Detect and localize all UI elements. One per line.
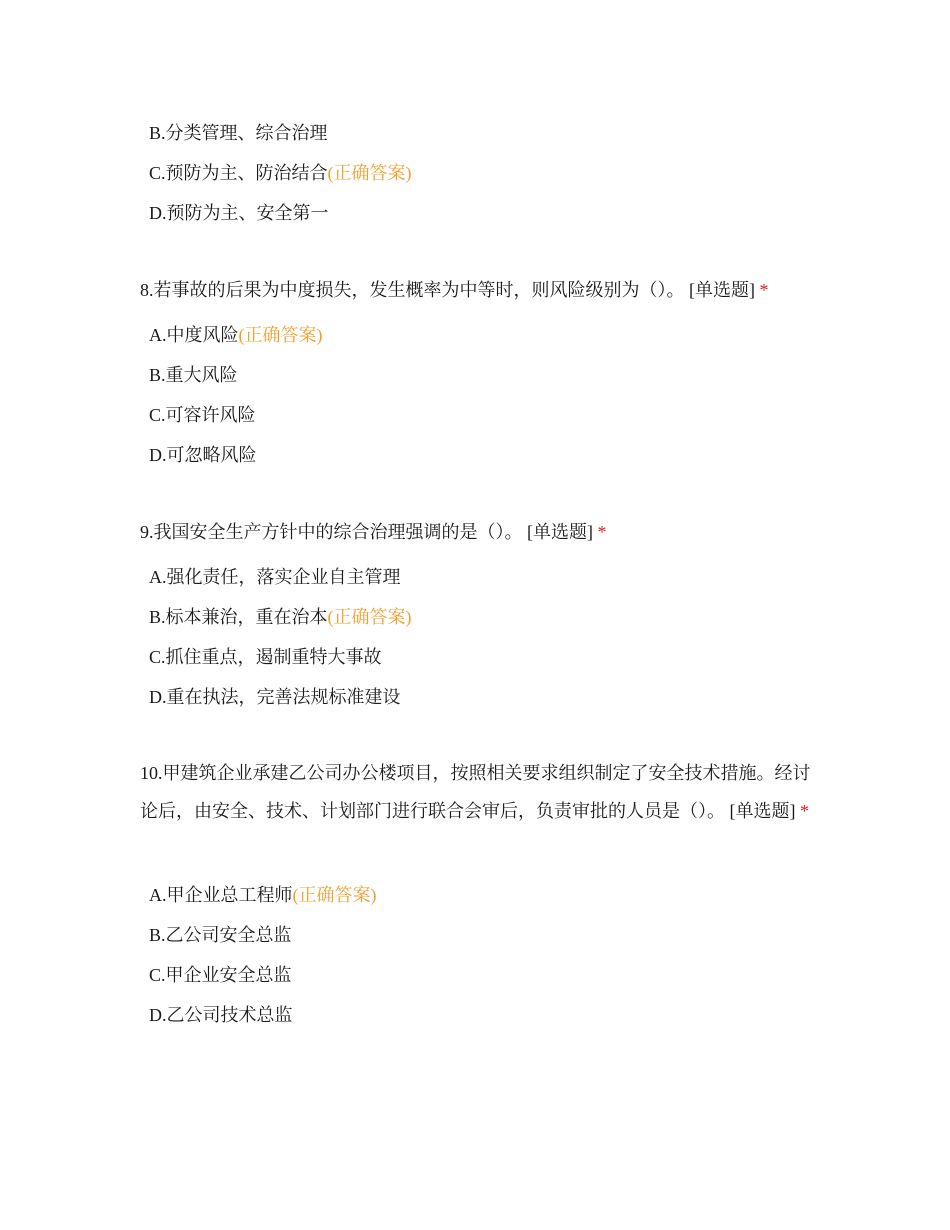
option-text: D.乙公司技术总监 xyxy=(149,1005,293,1025)
option-text: D.可忽略风险 xyxy=(149,445,257,465)
option-text: C.抓住重点，遏制重特大事故 xyxy=(149,647,382,667)
option-q10-a xyxy=(149,883,377,907)
question-type: [单选题] xyxy=(689,280,755,300)
correct-answer-mark: (正确答案) xyxy=(292,885,377,905)
question-8 xyxy=(140,271,820,309)
correct-answer-mark: (正确答案) xyxy=(327,607,412,627)
required-mark: * xyxy=(800,801,809,821)
option-q9-d xyxy=(149,685,401,709)
required-mark: * xyxy=(759,280,769,300)
option-text: B.乙公司安全总监 xyxy=(149,925,292,945)
option-text: C.可容许风险 xyxy=(149,405,256,425)
correct-answer-mark: (正确答案) xyxy=(238,325,323,345)
option-text: D.预防为主、安全第一 xyxy=(149,203,329,223)
question-type: [单选题] xyxy=(729,801,796,821)
option-text: B.标本兼治，重在治本 xyxy=(149,607,328,627)
option-q10-d xyxy=(149,1003,293,1027)
option-text: B.分类管理、综合治理 xyxy=(149,123,328,143)
option-q7-d xyxy=(149,201,329,225)
question-text: 9.我国安全生产方针中的综合治理强调的是（）。 xyxy=(140,522,523,542)
question-type: [单选题] xyxy=(527,522,593,542)
option-text: A.中度风险 xyxy=(149,325,239,345)
option-text: A.甲企业总工程师 xyxy=(149,885,293,905)
option-q9-c xyxy=(149,645,382,669)
option-q8-b xyxy=(149,363,238,387)
option-q8-a xyxy=(149,323,323,347)
option-q9-a xyxy=(149,565,401,589)
question-10 xyxy=(140,754,820,830)
question-text: 10.甲建筑企业承建乙公司办公楼项目，按照相关要求组织制定了安全技术措施。经讨论后，由安全、技术、计划部门进行联合会审后，负责审批的人员是（）。 xyxy=(140,763,811,821)
correct-answer-mark: (正确答案) xyxy=(327,163,412,183)
option-text: D.重在执法，完善法规标准建设 xyxy=(149,687,401,707)
option-text: C.甲企业安全总监 xyxy=(149,965,292,985)
option-text: B.重大风险 xyxy=(149,365,238,385)
option-text: C.预防为主、防治结合 xyxy=(149,163,328,183)
option-q7-b xyxy=(149,121,328,145)
option-q10-c xyxy=(149,963,292,987)
question-9 xyxy=(140,513,820,551)
option-q8-c xyxy=(149,403,256,427)
option-q8-d xyxy=(149,443,257,467)
question-text: 8.若事故的后果为中度损失，发生概率为中等时，则风险级别为（）。 xyxy=(140,280,685,300)
required-mark: * xyxy=(597,522,607,542)
option-text: A.强化责任，落实企业自主管理 xyxy=(149,567,401,587)
option-q10-b xyxy=(149,923,292,947)
option-q7-c xyxy=(149,161,412,185)
option-q9-b xyxy=(149,605,412,629)
